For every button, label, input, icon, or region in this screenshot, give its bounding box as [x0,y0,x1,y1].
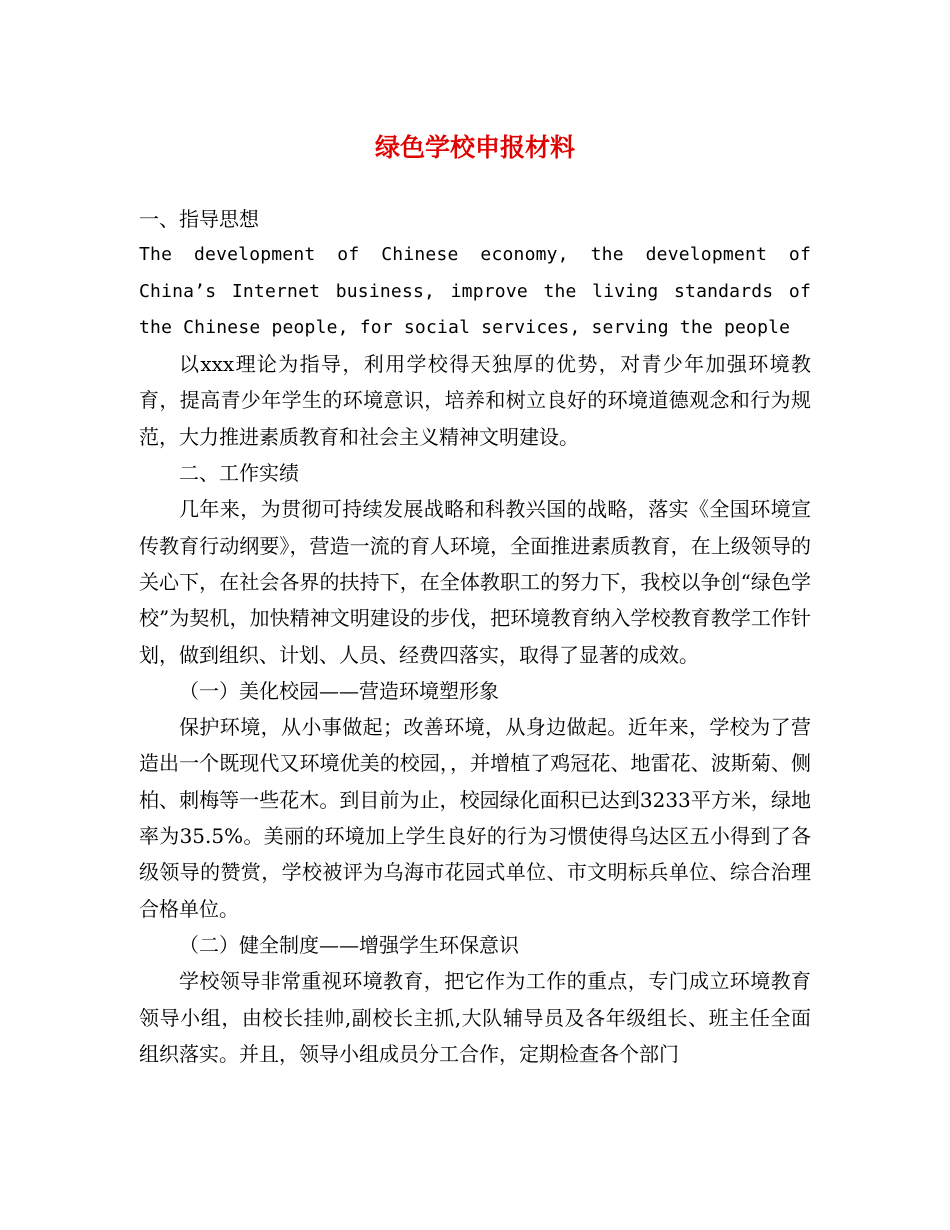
subsection-heading-beautify-campus: （一）美化校园——营造环境塑形象 [179,678,499,703]
document-body [139,201,811,1072]
beautify-campus-paragraph: 保护环境，从小事做起；改善环境，从身边做起。近年来，学校为了营造出一个既现代又环境优美的校园，，并增植了鸡冠花、地雷花、波斯菊、侧柏、刺梅等一些花木。到目前为止，校园绿化面积已达到3233平方米，绿地率为35.5%。美丽的环境加上学生良好的行为习惯使得乌达区五小得到了各级领导的赞赏，学校被评为乌海市花园式单位、市文明标兵单位、综合治理合格单位。 [139,715,811,921]
improve-system-paragraph: 学校领导非常重视环境教育，把它作为工作的重点，专门成立环境教育领导小组，由校长挂帅,副校长主抓,大队辅导员及各年级组长、班主任全面组织落实。并且，领导小组成员分工合作，定期检查各个部门 [139,969,811,1066]
english-paragraph: The development of Chinese economy, the development of China’s Internet business, improve the living standards of the Chinese people, for social services, serving the people [139,244,811,338]
guiding-ideology-paragraph: 以xxx理论为指导，利用学校得天独厚的优势，对青少年加强环境教育，提高青少年学生的环境意识，培养和树立良好的环境道德观念和行为规范，大力推进素质教育和社会主义精神文明建设。 [139,352,811,449]
section-heading-work-achievements: 二、工作实绩 [179,461,299,486]
work-achievements-paragraph: 几年来，为贯彻可持续发展战略和科教兴国的战略，落实《全国环境宣传教育行动纲要》，营造一流的育人环境，全面推进素质教育，在上级领导的关心下，在社会各界的扶持下，在全体教职工的努力下，我校以争创“绿色学校”为契机，加快精神文明建设的步伐，把环境教育纳入学校教育教学工作针划，做到组织、计划、人员、经费四落实，取得了显著的成效。 [139,497,811,667]
section-heading-guiding-ideology: 一、指导思想 [139,207,259,231]
subsection-heading-improve-system: （二）健全制度——增强学生环保意识 [179,932,519,957]
document-title: 绿色学校申报材料 [374,133,575,162]
